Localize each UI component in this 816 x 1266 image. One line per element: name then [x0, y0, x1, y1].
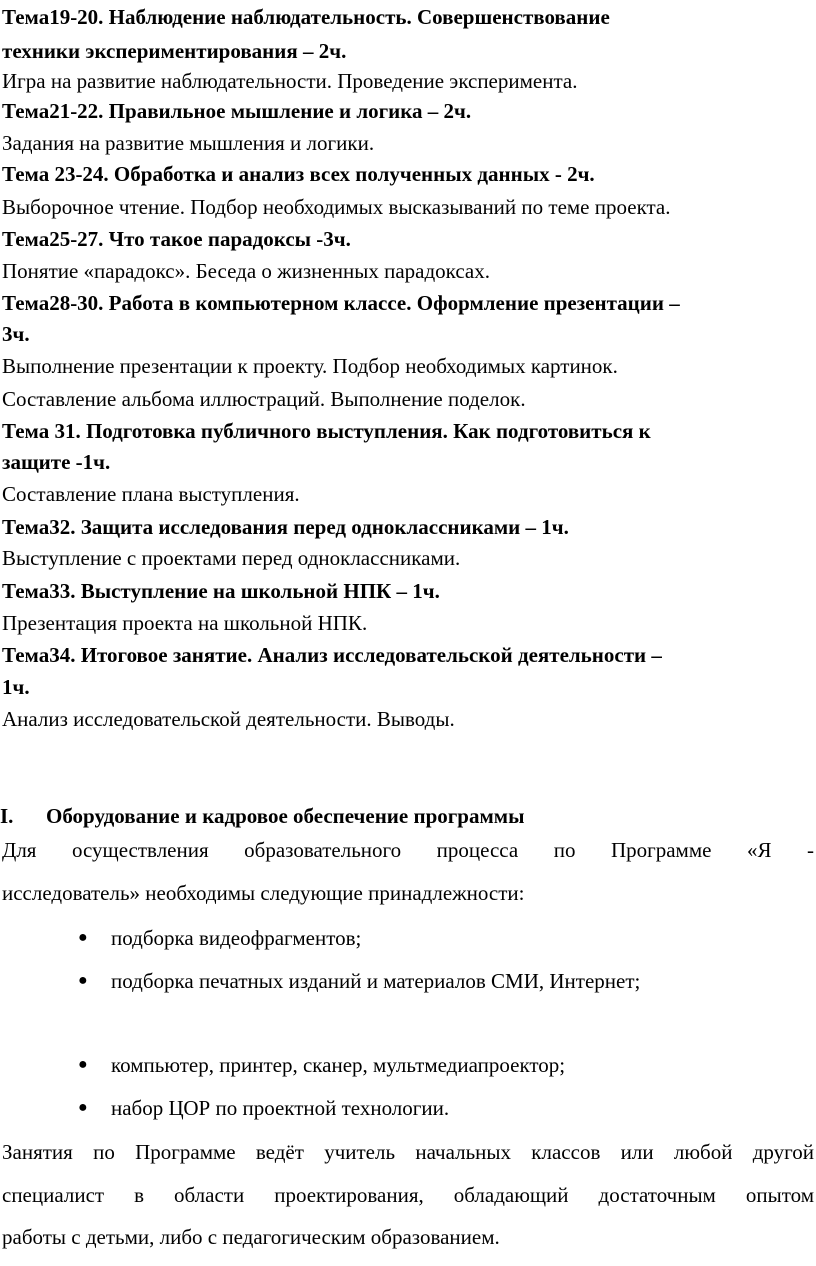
- topic-title-continued: защите -1ч.: [2, 450, 111, 474]
- section-intro-text: Для осуществления образовательного процесса по Программе «Я -: [2, 838, 814, 862]
- topic-title: Тема21-22. Правильное мышление и логика – 2ч.: [2, 99, 472, 123]
- topic-description: Задания на развитие мышления и логики.: [2, 131, 375, 155]
- bullet-dot-icon: ●: [78, 1056, 88, 1073]
- topic-description: Составление плана выступления.: [2, 482, 300, 506]
- section-title: Оборудование и кадровое обеспечение программы: [46, 804, 525, 828]
- topic-title: Тема 23-24. Обработка и анализ всех полученных данных - 2ч.: [2, 162, 595, 186]
- topic-title: Тема32. Защита исследования перед одноклассниками – 1ч.: [2, 515, 569, 539]
- bullet-dot-icon: ●: [78, 929, 88, 946]
- list-item: набор ЦОР по проектной технологии.: [111, 1096, 450, 1120]
- topic-title-continued: 3ч.: [2, 322, 30, 346]
- list-item: подборка печатных изданий и материалов СМИ, Интернет;: [111, 969, 641, 993]
- topic-description: Выступление с проектами перед одноклассниками.: [2, 546, 461, 570]
- topic-title-continued: 1ч.: [2, 675, 30, 699]
- topic-title-continued: техники экспериментирования – 2ч.: [2, 39, 347, 63]
- staff-paragraph: [2, 1139, 814, 1165]
- topic-description: Понятие «парадокс». Беседа о жизненных парадоксах.: [2, 259, 490, 283]
- topic-title: Тема19-20. Наблюдение наблюдательность. Совершенствование: [2, 5, 610, 29]
- topic-description: Презентация проекта на школьной НПК.: [2, 611, 368, 635]
- list-item: компьютер, принтер, сканер, мультмедиапроектор;: [111, 1053, 566, 1077]
- staff-paragraph-end: работы с детьми, либо с педагогическим образованием.: [2, 1225, 500, 1249]
- topic-description: Анализ исследовательской деятельности. Выводы.: [2, 707, 455, 731]
- topic-title: Тема34. Итоговое занятие. Анализ исследовательской деятельности –: [2, 643, 662, 667]
- staff-paragraph-continued: [2, 1182, 814, 1208]
- section-number: I.: [0, 804, 14, 828]
- topic-title: Тема 31. Подготовка публичного выступления. Как подготовиться к: [2, 419, 651, 443]
- staff-paragraph-text: Занятия по Программе ведёт учитель начальных классов или любой другой: [2, 1140, 814, 1164]
- topic-description: Выполнение презентации к проекту. Подбор необходимых картинок.: [2, 354, 618, 378]
- section-intro: [2, 837, 814, 863]
- topic-title: Тема33. Выступление на школьной НПК – 1ч.: [2, 579, 440, 603]
- topic-description: Выборочное чтение. Подбор необходимых высказываний по теме проекта.: [2, 195, 671, 219]
- topic-description-continued: Составление альбома иллюстраций. Выполнение поделок.: [2, 387, 526, 411]
- list-item: подборка видеофрагментов;: [111, 926, 362, 950]
- topic-description: Игра на развитие наблюдательности. Проведение эксперимента.: [2, 69, 578, 93]
- staff-paragraph-text-2: специалист в области проектирования, обладающий достаточным опытом: [2, 1183, 814, 1207]
- section-intro-continued: исследователь» необходимы следующие принадлежности:: [2, 881, 525, 905]
- bullet-dot-icon: ●: [78, 972, 88, 989]
- topic-title: Тема25-27. Что такое парадоксы -3ч.: [2, 227, 351, 251]
- topic-title: Тема28-30. Работа в компьютерном классе. Оформление презентации –: [2, 291, 680, 315]
- bullet-dot-icon: ●: [78, 1099, 88, 1116]
